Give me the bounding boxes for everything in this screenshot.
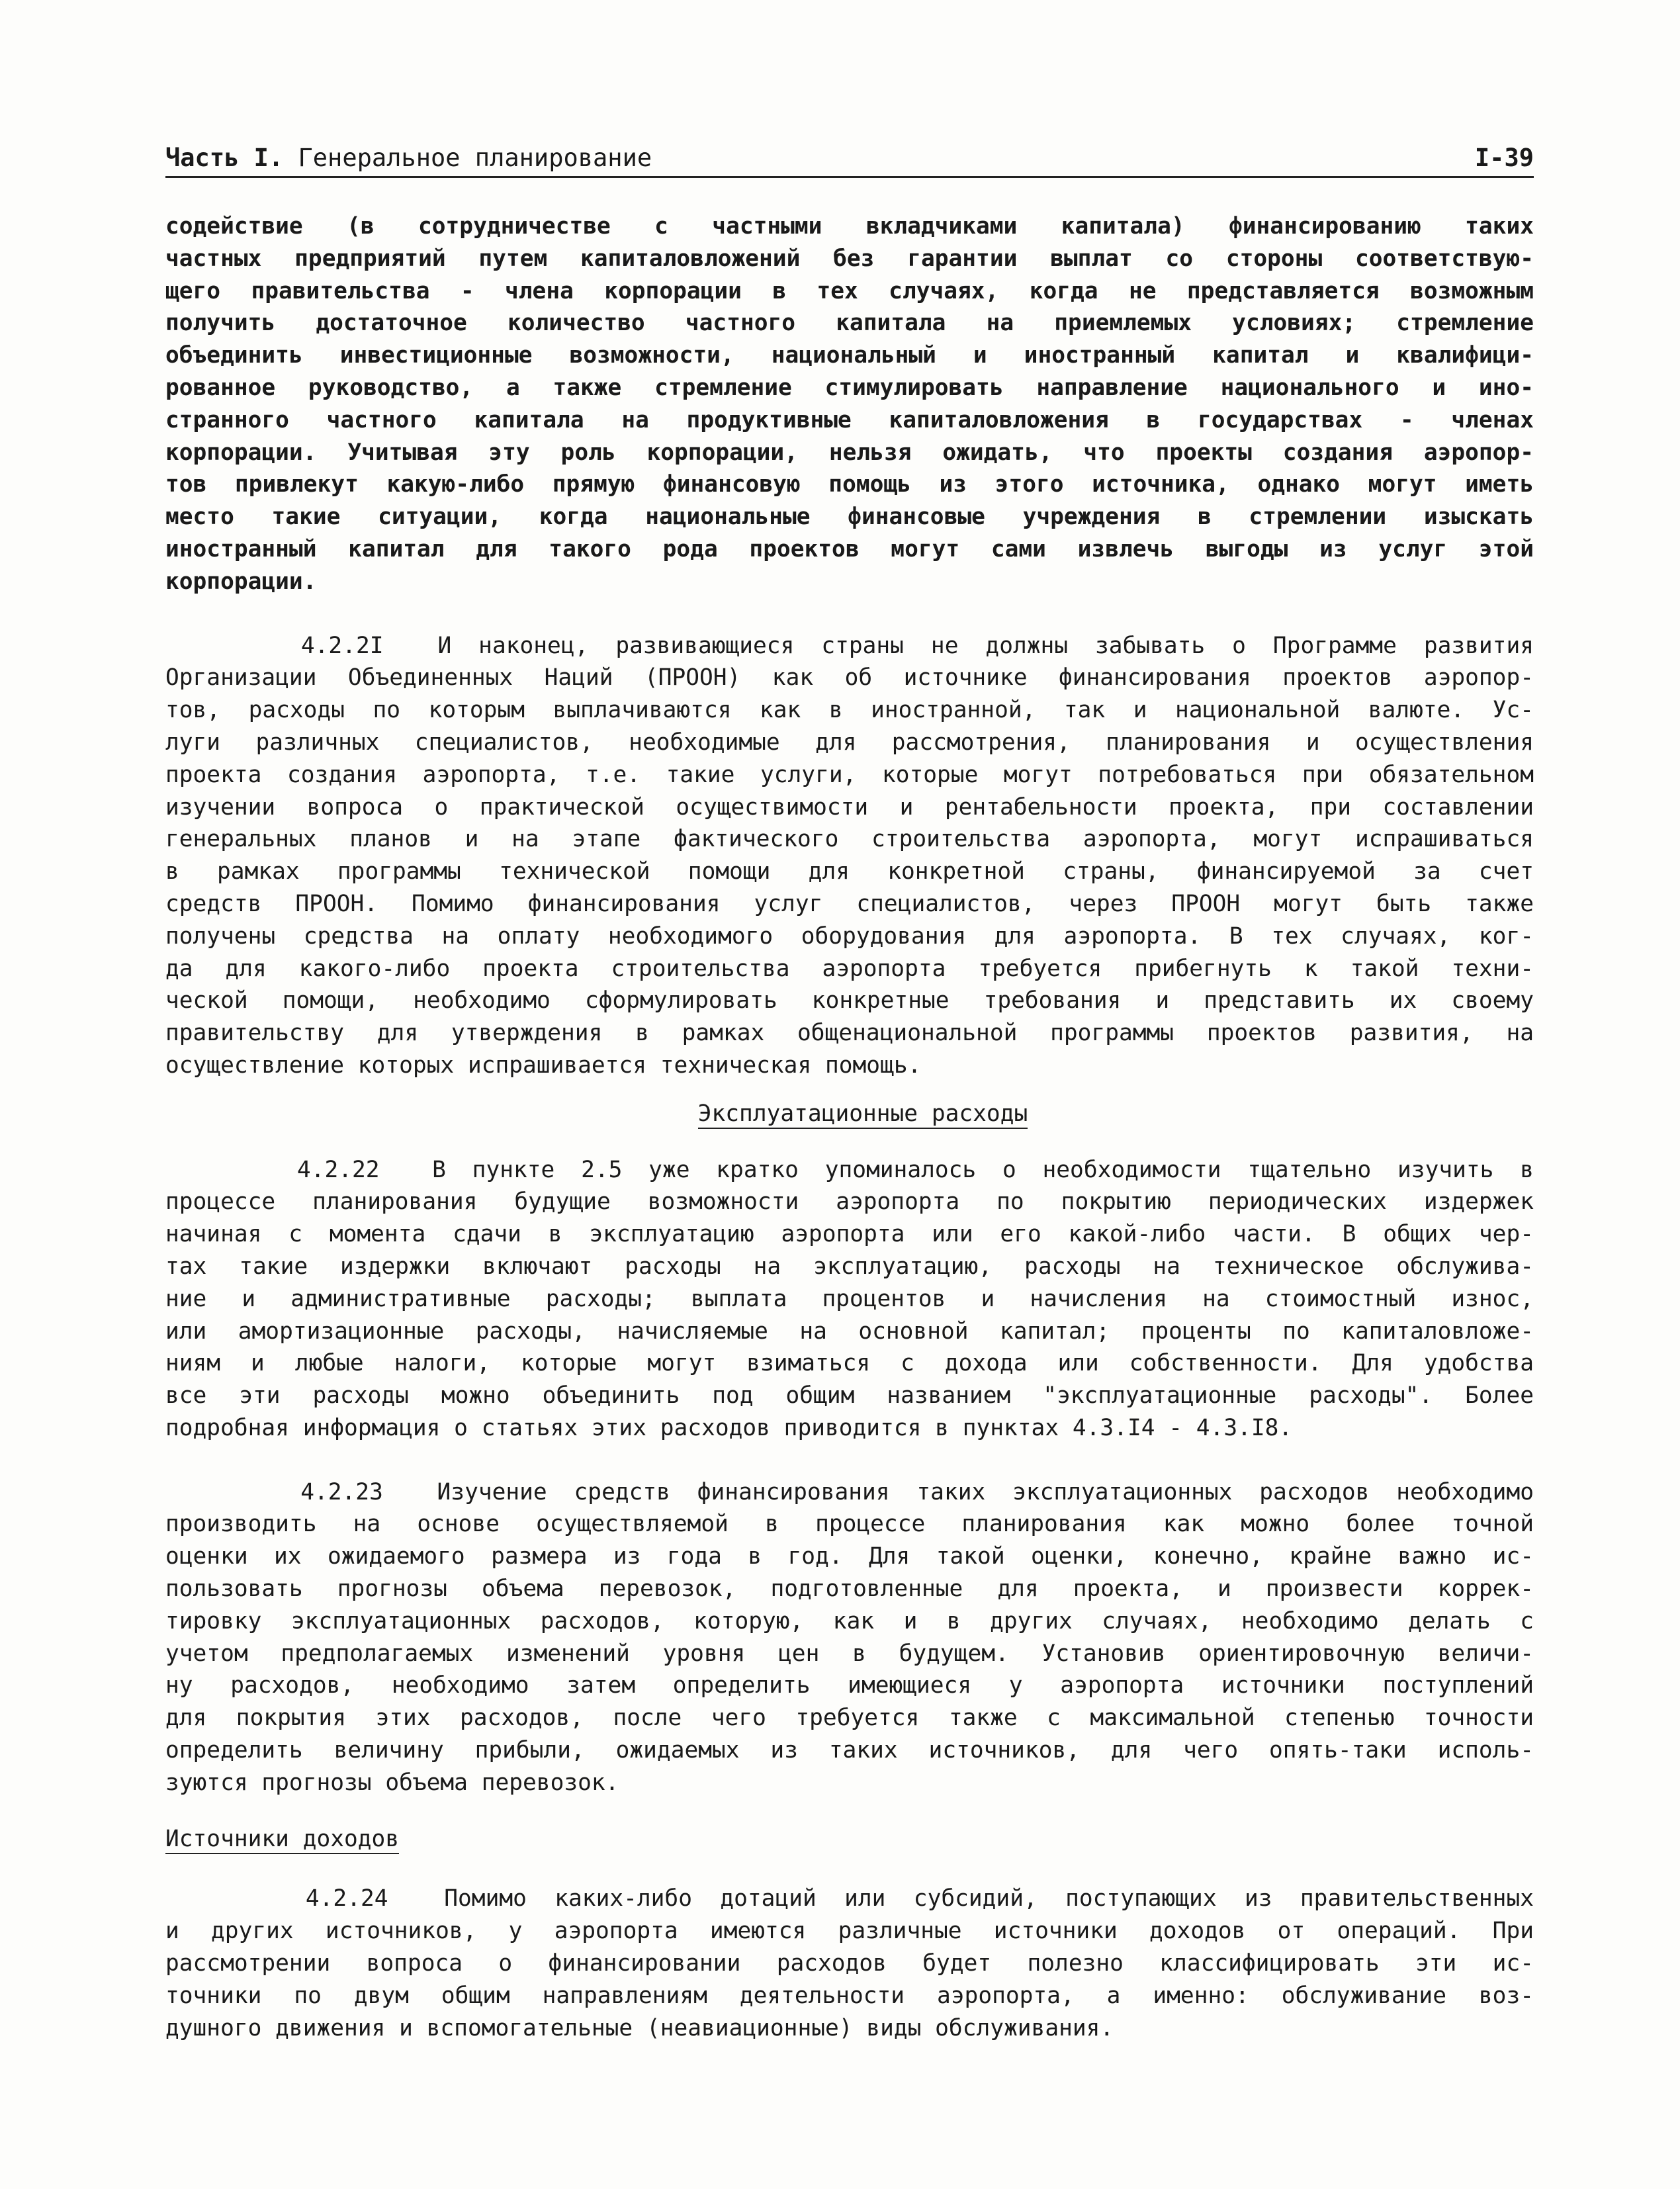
text-line: зуются прогнозы объема перевозок. [165,1769,619,1796]
text-line: получены средства на оплату необходимого оборудования для аэропорта. В тех случаях, ког- [165,922,1534,950]
text-line: все эти расходы можно объединить под общим названием "эксплуатационные расходы". Более [165,1382,1534,1409]
text-line: точники по двум общим направлениям деятельности аэропорта, а именно: обслуживание воз- [165,1982,1534,2009]
text-line: 4.2.2I И наконец, развивающиеся страны не должны забывать о Программе развития [165,632,1534,659]
text-line: щего правительства - члена корпорации в тех случаях, когда не представляется возможным [165,277,1534,304]
text-line: частных предприятий путем капиталовложений без гарантии выплат со стороны соответствую- [165,245,1534,272]
text-line: определить величину прибыли, ожидаемых из таких источников, для чего опять-таки исполь- [165,1737,1534,1764]
text-line: производить на основе осуществляемой в процессе планирования как можно более точной [165,1511,1534,1538]
paragraph-4-2-24 [165,1883,1534,2044]
text-line: рованное руководство, а также стремление стимулировать направление национального и ино- [165,374,1534,401]
page-number: I-39 [1474,144,1534,172]
text-line: корпорации. [165,568,317,595]
text-line: ние и административные расходы; выплата процентов и начисления на стоимостный износ, [165,1285,1534,1312]
text-line: ниям и любые налоги, которые могут взиматься с дохода или собственности. Для удобства [165,1350,1534,1377]
text-line: 4.2.23 Изучение средств финансирования таких эксплуатационных расходов необходимо [165,1478,1534,1505]
text-line: средств ПРООН. Помимо финансирования услуг специалистов, через ПРООН могут быть также [165,890,1534,917]
text-line: странного частного капитала на продуктивные капиталовложения в государствах - членах [165,406,1534,433]
text-line: тов, расходы по которым выплачиваются как в иностранной, так и национальной валюте. Ус- [165,697,1534,724]
text-line: процессе планирования будущие возможности аэропорта по покрытию периодических издержек [165,1188,1534,1216]
text-line: осуществление которых испрашивается техническая помощь. [165,1051,922,1079]
text-line: подробная информация о статьях этих расходов приводится в пунктах 4.3.I4 - 4.3.I8. [165,1414,1293,1441]
text-line: для покрытия этих расходов, после чего требуется также с максимальной степенью точности [165,1705,1534,1732]
text-line: объединить инвестиционные возможности, национальный и иностранный капитал и квалифици- [165,342,1534,369]
text-line: 4.2.22 В пункте 2.5 уже кратко упоминалось о необходимости тщательно изучить в [165,1156,1534,1183]
text-line: тов привлекут какую-либо прямую финансовую помощь из этого источника, однако могут иметь [165,471,1534,498]
header-part-label: Часть I. [165,144,284,172]
text-line: луги различных специалистов, необходимые для рассмотрения, планирования и осуществления [165,729,1534,756]
text-line: тировку эксплуатационных расходов, которую, как и в других случаях, необходимо делать с [165,1607,1534,1634]
text-line: ну расходов, необходимо затем определить имеющиеся у аэропорта источники поступлений [165,1672,1534,1699]
text-line: оценки их ожидаемого размера из года в год. Для такой оценки, конечно, крайне важно ис- [165,1543,1534,1570]
text-line: проекта создания аэропорта, т.е. такие услуги, которые могут потребоваться при обязательном [165,761,1534,788]
text-line: душного движения и вспомогательные (неавиационные) виды обслуживания. [165,2014,1114,2041]
section-heading-operating-costs [192,1098,1534,1130]
text-line: иностранный капитал для такого рода проектов могут сами извлечь выгоды из услуг этой [165,535,1534,562]
text-line: в рамках программы технической помощи для конкретной страны, финансируемой за счет [165,858,1534,885]
paragraph-4-2-23 [165,1476,1534,1799]
document-body [165,210,1534,2044]
text-line: или амортизационные расходы, начисляемые на основной капитал; проценты по капиталовложе- [165,1318,1534,1345]
text-line: да для какого-либо проекта строительства аэропорта требуется прибегнуть к такой техни- [165,955,1534,982]
text-line: пользовать прогнозы объема перевозок, подготовленные для проекта, и произвести коррек- [165,1576,1534,1603]
text-line: и других источников, у аэропорта имеются различные источники доходов от операций. При [165,1918,1534,1945]
page-header [165,140,1534,178]
text-line: содействие (в сотрудничестве с частными вкладчиками капитала) финансированию таких [165,213,1534,240]
paragraph-4-2-21 [165,630,1534,1082]
text-line: учетом предполагаемых изменений уровня цен в будущем. Установив ориентировочную величи- [165,1640,1534,1667]
heading-text: Источники доходов [165,1826,399,1854]
section-heading-revenue-sources [165,1823,1534,1855]
text-line: корпорации. Учитывая эту роль корпорации, нельзя ожидать, что проекты создания аэропор- [165,439,1534,466]
text-line: Организации Объединенных Наций (ПРООН) как об источнике финансирования проектов аэропор- [165,664,1534,692]
text-line: генеральных планов и на этапе фактического строительства аэропорта, могут испрашиваться [165,826,1534,853]
header-title: Генеральное планирование [298,144,652,172]
paragraph-ifc [165,210,1534,598]
text-line: 4.2.24 Помимо каких-либо дотаций или субсидий, поступающих из правительственных [165,1885,1534,1912]
text-line: место такие ситуации, когда национальные финансовые учреждения в стремлении изыскать [165,504,1534,531]
paragraph-4-2-22 [165,1154,1534,1445]
text-line: правительству для утверждения в рамках общенациональной программы проектов развития, на [165,1020,1534,1047]
text-line: ческой помощи, необходимо сформулировать конкретные требования и представить их своему [165,987,1534,1014]
text-line: начиная с момента сдачи в эксплуатацию аэропорта или его какой-либо части. В общих чер- [165,1221,1534,1248]
text-line: получить достаточное количество частного капитала на приемлемых условиях; стремление [165,310,1534,337]
text-line: изучении вопроса о практической осуществимости и рентабельности проекта, при составлении [165,793,1534,821]
text-line: рассмотрении вопроса о финансировании расходов будет полезно классифицировать эти ис- [165,1950,1534,1977]
heading-text: Эксплуатационные расходы [698,1100,1028,1129]
text-line: тах такие издержки включают расходы на эксплуатацию, расходы на техническое обслужива- [165,1253,1534,1280]
